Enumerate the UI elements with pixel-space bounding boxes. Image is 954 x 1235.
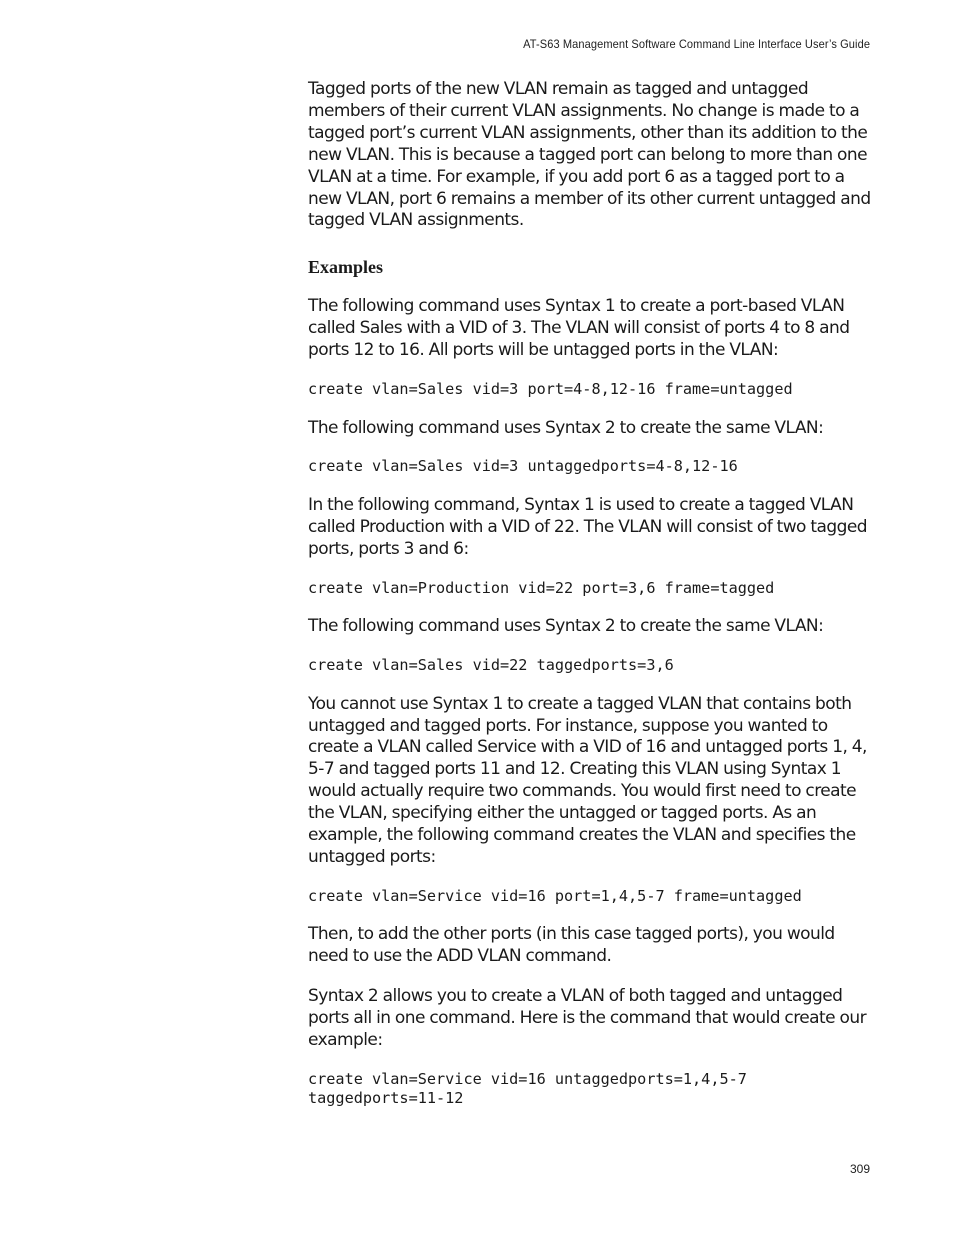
page-number: 309 — [849, 1162, 870, 1176]
example-2-command: create vlan=Sales vid=3 untaggedports=4-8,12-16 — [308, 457, 738, 476]
example-6-paragraph: Then, to add the other ports (in this case tagged ports), you would need to use the ADD VLAN command. — [308, 924, 835, 967]
intro-paragraph: Tagged ports of the new VLAN remain as tagged and untagged members of their current VLAN assignments. No change is made to a tagged port’s current VLAN assignments, other than its addition to the new VLAN. This is because a tagged port can belong to more than one VLAN at a time. For example, if you add port 6 as a tagged port to a new VLAN, port 6 remains a member of its other current untagged and tagged VLAN assignments. — [308, 79, 871, 231]
example-5-paragraph: You cannot use Syntax 1 to create a tagged VLAN that contains both untagged and tagged ports. For instance, suppose you wanted to create a VLAN called Service with a VID of 16 and untagged ports 1, 4, 5-7 and tagged ports 11 and 12. Creating this VLAN using Syntax 1 would actually require two commands. You would first need to create the VLAN, specifying either the untagged or tagged ports. As an example, the following command creates the VLAN and specifies the untagged ports: — [308, 693, 867, 867]
example-3-command: create vlan=Production vid=22 port=3,6 frame=tagged — [308, 578, 775, 597]
example-4-command: create vlan=Sales vid=22 taggedports=3,6 — [308, 656, 674, 675]
example-4-paragraph: The following command uses Syntax 2 to create the same VLAN: — [308, 616, 824, 637]
example-2-paragraph: The following command uses Syntax 2 to create the same VLAN: — [308, 417, 824, 438]
example-1-command: create vlan=Sales vid=3 port=4-8,12-16 frame=untagged — [308, 380, 793, 399]
example-7-command: create vlan=Service vid=16 untaggedports=1,4,5-7 taggedports=11-12 — [308, 1069, 747, 1108]
example-3-paragraph: In the following command, Syntax 1 is used to create a tagged VLAN called Production with a VID of 22. The VLAN will consist of two tagged ports, ports 3 and 6: — [308, 494, 867, 559]
examples-heading: Examples — [308, 257, 384, 278]
example-5-command: create vlan=Service vid=16 port=1,4,5-7 frame=untagged — [308, 886, 802, 905]
example-1-paragraph: The following command uses Syntax 1 to create a port-based VLAN called Sales with a VID of 3. The VLAN will consist of ports 4 to 8 and ports 12 to 16. All ports will be untagged ports in the VLAN: — [308, 296, 850, 361]
running-header: AT-S63 Management Software Command Line Interface User’s Guide — [523, 37, 870, 51]
page-body — [308, 79, 874, 1127]
example-7-paragraph: Syntax 2 allows you to create a VLAN of both tagged and untagged ports all in one command. Here is the command that would create our example: — [308, 986, 867, 1050]
